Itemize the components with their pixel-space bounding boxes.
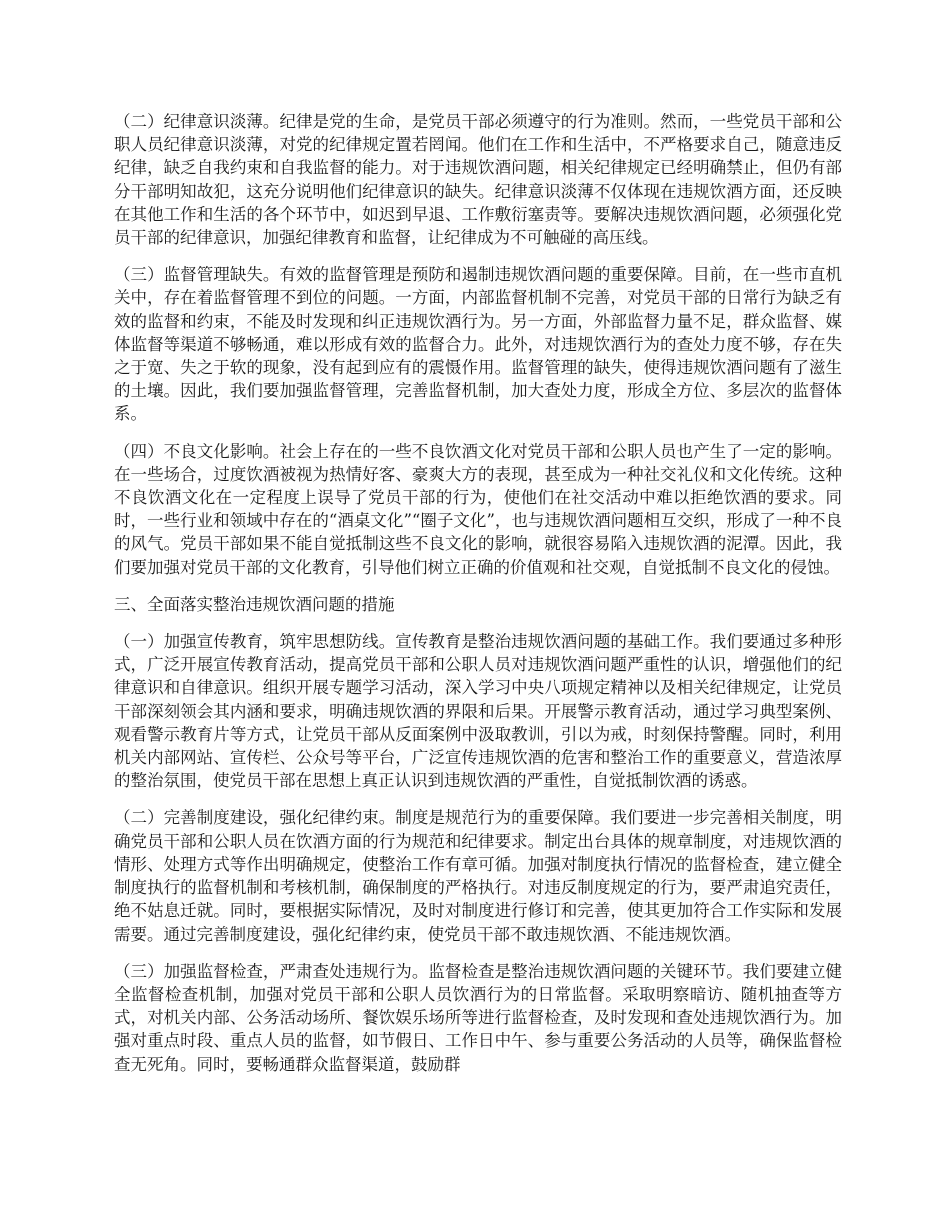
paragraph-publicity-education: （一）加强宣传教育，筑牢思想防线。宣传教育是整治违规饮酒问题的基础工作。我们要通过多种形式，广泛开展宣传教育活动，提高党员干部和公职人员对违规饮酒问题严重性的认识，增强他们的纪律意识和自律意识。组织开展专题学习活动，深入学习中央八项规定精神以及相关纪律规定，让党员干部深刻领会其内涵和要求，明确违规饮酒的界限和后果。开展警示教育活动，通过学习典型案例、观看警示教育片等方式，让党员干部从反面案例中汲取教训，引以为戒，时刻保持警醒。同时，利用机关内部网站、宣传栏、公众号等平台，广泛宣传违规饮酒的危害和整治工作的重要意义，营造浓厚的整治氛围，使党员干部在思想上真正认识到违规饮酒的严重性，自觉抵制饮酒的诱惑。 (114, 632, 842, 791)
document-page (114, 110, 842, 1090)
section-heading-measures: 三、全面落实整治违规饮酒问题的措施 (114, 594, 395, 614)
paragraph-discipline-awareness: （二）纪律意识淡薄。纪律是党的生命，是党员干部必须遵守的行为准则。然而，一些党员干部和公职人员纪律意识淡薄，对党的纪律规定置若罔闻。他们在工作和生活中，不严格要求自己，随意违反纪律，缺乏自我约束和自我监督的能力。对于违规饮酒问题，相关纪律规定已经明确禁止，但仍有部分干部明知故犯，这充分说明他们纪律意识的缺失。纪律意识淡薄不仅体现在违规饮酒方面，还反映在其他工作和生活的各个环节中，如迟到早退、工作敷衍塞责等。要解决违规饮酒问题，必须强化党员干部的纪律意识，加强纪律教育和监督，让纪律成为不可触碰的高压线。 (114, 112, 842, 248)
paragraph-supervision-inspection: （三）加强监督检查，严肃查处违规行为。监督检查是整治违规饮酒问题的关键环节。我们要建立健全监督检查机制，加强对党员干部和公职人员饮酒行为的日常监督。采取明察暗访、随机抽查等方式，对机关内部、公务活动场所、餐饮娱乐场所等进行监督检查，及时发现和查处违规饮酒行为。加强对重点时段、重点人员的监督，如节假日、工作日中午、参与重要公务活动的人员等，确保监督检查无死角。同时，要畅通群众监督渠道，鼓励群 (114, 961, 842, 1074)
paragraph-supervision-lacking: （三）监督管理缺失。有效的监督管理是预防和遏制违规饮酒问题的重要保障。目前，在一些市直机关中，存在着监督管理不到位的问题。一方面，内部监督机制不完善，对党员干部的日常行为缺乏有效的监督和约束，不能及时发现和纠正违规饮酒行为。另一方面，外部监督力量不足，群众监督、媒体监督等渠道不够畅通，难以形成有效的监督合力。此外，对违规饮酒行为的查处力度不够，存在失之于宽、失之于软的现象，没有起到应有的震慑作用。监督管理的缺失，使得违规饮酒问题有了滋生的土壤。因此，我们要加强监督管理，完善监督机制，加大查处力度，形成全方位、多层次的监督体系。 (114, 265, 842, 424)
paragraph-bad-culture: （四）不良文化影响。社会上存在的一些不良饮酒文化对党员干部和公职人员也产生了一定的影响。在一些场合，过度饮酒被视为热情好客、豪爽大方的表现，甚至成为一种社交礼仪和文化传统。这种不良饮酒文化在一定程度上误导了党员干部的行为，使他们在社交活动中难以拒绝饮酒的要求。同时，一些行业和领域中存在的“酒桌文化”“圈子文化”，也与违规饮酒问题相互交织，形成了一种不良的风气。党员干部如果不能自觉抵制这些不良文化的影响，就很容易陷入违规饮酒的泥潭。因此，我们要加强对党员干部的文化教育，引导他们树立正确的价值观和社交观，自觉抵制不良文化的侵蚀。 (114, 441, 842, 577)
paragraph-system-building: （二）完善制度建设，强化纪律约束。制度是规范行为的重要保障。我们要进一步完善相关制度，明确党员干部和公职人员在饮酒方面的行为规范和纪律要求。制定出台具体的规章制度，对违规饮酒的情形、处理方式等作出明确规定，使整治工作有章可循。加强对制度执行情况的监督检查，建立健全制度执行的监督机制和考核机制，确保制度的严格执行。对违反制度规定的行为，要严肃追究责任，绝不姑息迁就。同时，要根据实际情况，及时对制度进行修订和完善，使其更加符合工作实际和发展需要。通过完善制度建设，强化纪律约束，使党员干部不敢违规饮酒、不能违规饮酒。 (114, 808, 842, 944)
